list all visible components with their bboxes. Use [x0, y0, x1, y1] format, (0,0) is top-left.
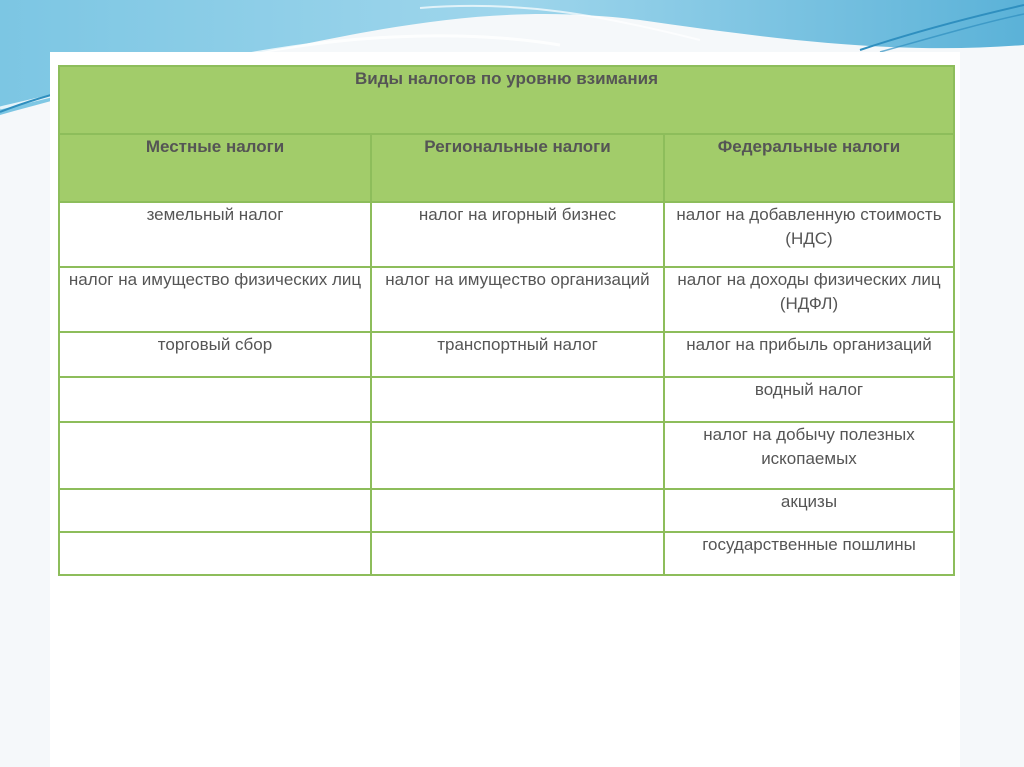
column-header-regional: Региональные налоги	[371, 134, 664, 202]
table-cell: акцизы	[664, 489, 954, 532]
table-title-row	[59, 66, 954, 134]
table-cell: налог на прибыль организаций	[664, 332, 954, 377]
table-cell	[59, 377, 371, 422]
table-cell	[59, 532, 371, 575]
table-cell: налог на игорный бизнес	[371, 202, 664, 267]
table-cell	[371, 489, 664, 532]
table-title: Виды налогов по уровню взимания	[59, 66, 954, 134]
table-cell: налог на добычу полезных ископаемых	[664, 422, 954, 489]
table-cell	[371, 422, 664, 489]
table-cell	[59, 489, 371, 532]
table-cell: торговый сбор	[59, 332, 371, 377]
table-cell	[371, 377, 664, 422]
table-row	[59, 332, 954, 377]
table-cell: транспортный налог	[371, 332, 664, 377]
table-row	[59, 489, 954, 532]
table-row	[59, 267, 954, 332]
table-cell: налог на имущество физических лиц	[59, 267, 371, 332]
table-cell	[59, 422, 371, 489]
column-header-federal: Федеральные налоги	[664, 134, 954, 202]
table-cell: государственные пошлины	[664, 532, 954, 575]
table-cell: водный налог	[664, 377, 954, 422]
tax-levels-table	[58, 65, 955, 576]
table-row	[59, 422, 954, 489]
table-cell: земельный налог	[59, 202, 371, 267]
table-cell: налог на доходы физических лиц (НДФЛ)	[664, 267, 954, 332]
table-cell: налог на имущество организаций	[371, 267, 664, 332]
table-cell	[371, 532, 664, 575]
table-header-row	[59, 134, 954, 202]
table-row	[59, 202, 954, 267]
column-header-local: Местные налоги	[59, 134, 371, 202]
table-row	[59, 377, 954, 422]
table-cell: налог на добавленную стоимость (НДС)	[664, 202, 954, 267]
table-row	[59, 532, 954, 575]
